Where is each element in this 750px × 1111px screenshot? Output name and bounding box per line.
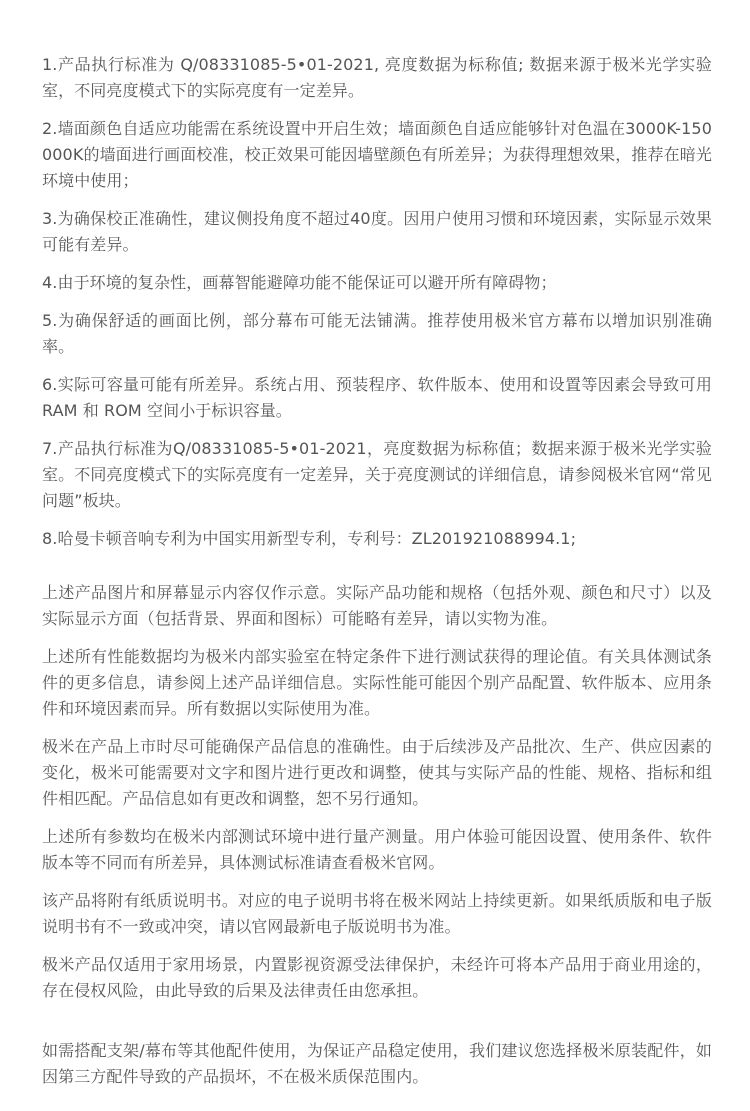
note-2: 2.墙面颜色自适应功能需在系统设置中开启生效；墙面颜色自适应能够针对色温在3000K-150000K的墙面进行画面校准，校正效果可能因墙壁颜色有所差异；为获得理想效果，推荐在暗光环境中使用； <box>42 119 712 190</box>
numbered-notes <box>42 52 712 552</box>
note-4: 4.由于环境的复杂性，画幕智能避障功能不能保证可以避开所有障碍物； <box>42 273 557 292</box>
accessory-note: 如需搭配支架/幕布等其他配件使用，为保证产品稳定使用，我们建议您选择极米原装配件，如因第三方配件导致的产品损坏，不在极米质保范围内。 <box>42 1041 712 1086</box>
note-7: 7.产品执行标准为Q/08331085-5•01-2021，亮度数据为标称值；数据来源于极米光学实验室。不同亮度模式下的实际亮度有一定差异，关于亮度测试的详细信息，请参阅极米官网“常见问题”板块。 <box>42 439 712 510</box>
notice-home-use: 极米产品仅适用于家用场景，内置影视资源受法律保护，未经许可将本产品用于商业用途的，存在侵权风险，由此导致的后果及法律责任由您承担。 <box>42 955 712 1000</box>
disclaimer-document <box>42 52 712 1090</box>
note-8: 8.哈曼卡顿音响专利为中国实用新型专利，专利号：ZL201921088994.1; <box>42 529 577 548</box>
accessory-note-section <box>42 1038 712 1090</box>
general-notices <box>42 580 712 1004</box>
note-6: 6.实际可容量可能有所差异。系统占用、预装程序、软件版本、使用和设置等因素会导致可用RAM 和 ROM 空间小于标识容量。 <box>42 375 712 420</box>
note-5: 5.为确保舒适的画面比例，部分幕布可能无法铺满。推荐使用极米官方幕布以增加识别准确率。 <box>42 311 712 356</box>
notice-accuracy: 极米在产品上市时尽可能确保产品信息的准确性。由于后续涉及产品批次、生产、供应因素的变化，极米可能需要对文字和图片进行更改和调整，使其与实际产品的性能、规格、指标和组件相匹配。产品信息如有更改和调整，恕不另行通知。 <box>42 737 712 808</box>
notice-images: 上述产品图片和屏幕显示内容仅作示意。实际产品功能和规格（包括外观、颜色和尺寸）以及实际显示方面（包括背景、界面和图标）可能略有差异，请以实物为准。 <box>42 583 712 628</box>
note-3: 3.为确保校正准确性，建议侧投角度不超过40度。因用户使用习惯和环境因素，实际显示效果可能有差异。 <box>42 209 712 254</box>
notice-manual: 该产品将附有纸质说明书。对应的电子说明书将在极米网站上持续更新。如果纸质版和电子版说明书有不一致或冲突，请以官网最新电子版说明书为准。 <box>42 891 712 936</box>
notice-parameters: 上述所有参数均在极米内部测试环境中进行量产测量。用户体验可能因设置、使用条件、软件版本等不同而有所差异，具体测试标准请查看极米官网。 <box>42 827 712 872</box>
notice-performance: 上述所有性能数据均为极米内部实验室在特定条件下进行测试获得的理论值。有关具体测试条件的更多信息，请参阅上述产品详细信息。实际性能可能因个别产品配置、软件版本、应用条件和环境因素而异。所有数据以实际使用为准。 <box>42 647 712 718</box>
note-1: 1.产品执行标准为 Q/08331085-5•01-2021, 亮度数据为标称值; 数据来源于极米光学实验室，不同亮度模式下的实际亮度有一定差异。 <box>42 55 712 100</box>
